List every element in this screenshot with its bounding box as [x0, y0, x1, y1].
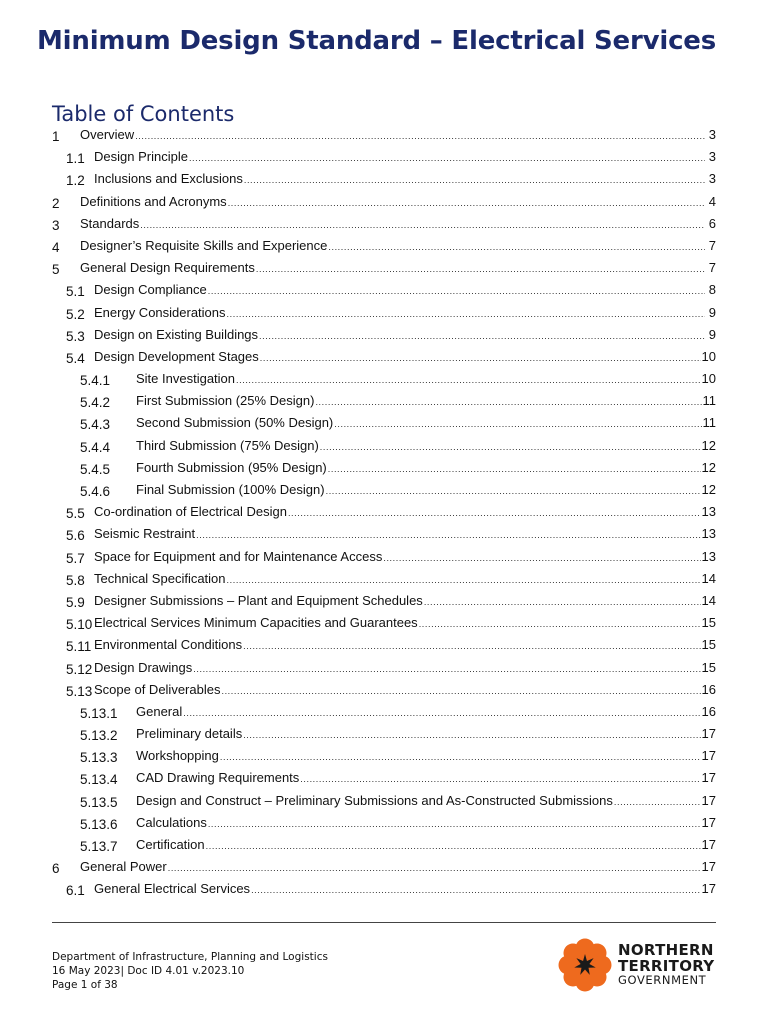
- toc-dot-leader: [300, 768, 700, 790]
- toc-dot-leader: [208, 813, 701, 835]
- toc-dot-leader: [326, 480, 701, 502]
- toc-entry-page: 17: [701, 748, 716, 764]
- toc-entry-page: 15: [701, 615, 716, 631]
- toc-entry-page: 17: [701, 726, 716, 742]
- toc-entry-page: 8: [708, 282, 716, 298]
- toc-entry-title[interactable]: Environmental Conditions: [94, 637, 243, 653]
- toc-entry-page: 15: [701, 637, 716, 653]
- toc-entry[interactable]: [52, 856, 716, 878]
- toc-entry-number: 5: [52, 262, 60, 278]
- toc-entry-title[interactable]: Preliminary details: [136, 726, 243, 742]
- toc-entry[interactable]: [52, 501, 716, 523]
- toc-entry-number: 5.13: [66, 683, 93, 699]
- toc-entry[interactable]: [52, 324, 716, 346]
- toc-entry[interactable]: [52, 479, 716, 501]
- toc-dot-leader: [208, 280, 705, 302]
- toc-entry[interactable]: [52, 390, 716, 412]
- toc-entry-number: 6.1: [66, 883, 85, 899]
- toc-entry[interactable]: [52, 878, 716, 900]
- toc-entry-title[interactable]: Designer’s Requisite Skills and Experience: [80, 237, 328, 253]
- toc-dot-leader: [168, 857, 701, 879]
- toc-dot-leader: [315, 391, 701, 413]
- toc-entry-page: 12: [701, 459, 716, 475]
- toc-entry-page: 6: [708, 215, 716, 231]
- toc-entry-page: 13: [701, 504, 716, 520]
- toc-entry-number: 5.4.1: [80, 373, 111, 389]
- toc-entry-number: 5.7: [66, 550, 85, 566]
- toc-entry-page: 17: [701, 837, 716, 852]
- toc-entry[interactable]: [52, 124, 716, 146]
- logo-text-government: GOVERNMENT: [618, 973, 707, 987]
- toc-dot-leader: [183, 702, 700, 724]
- toc-entry-number: 5.4.5: [80, 461, 111, 477]
- toc-entry-number: 5.13.1: [80, 705, 118, 721]
- toc-entry[interactable]: [52, 368, 716, 390]
- toc-entry-page: 3: [708, 149, 716, 165]
- toc-entry-number: 5.4.6: [80, 484, 111, 499]
- toc-dot-leader: [243, 635, 700, 657]
- toc-dot-leader: [328, 236, 705, 258]
- toc-entry-title[interactable]: General Power: [80, 859, 167, 875]
- toc-entry[interactable]: [52, 346, 716, 368]
- logo-text-northern: NORTHERN: [618, 941, 714, 959]
- toc-entry-number: 5.2: [66, 306, 85, 322]
- toc-entry-number: 5.10: [66, 617, 93, 633]
- toc-entry-title[interactable]: Workshopping: [136, 748, 219, 764]
- toc-entry-number: 1.1: [66, 151, 85, 167]
- toc-entry-title[interactable]: Third Submission (75% Design): [136, 437, 319, 453]
- toc-dot-leader: [243, 724, 700, 746]
- toc-dot-leader: [236, 369, 701, 391]
- toc-entry-page: 7: [708, 237, 716, 253]
- toc-entry-page: 16: [701, 703, 716, 719]
- toc-entry-page: 3: [708, 127, 716, 142]
- toc-entry-number: 5.8: [66, 572, 85, 588]
- table-of-contents: [52, 124, 716, 901]
- toc-entry-page: 3: [708, 171, 716, 187]
- toc-dot-leader: [259, 325, 705, 347]
- toc-entry-title[interactable]: Overview: [80, 127, 135, 142]
- toc-dot-leader: [244, 169, 705, 191]
- toc-dot-leader: [320, 436, 701, 458]
- toc-entry[interactable]: [52, 412, 716, 434]
- toc-entry-number: 5.6: [66, 528, 85, 544]
- toc-entry[interactable]: [52, 257, 716, 279]
- toc-entry-page: 9: [708, 304, 716, 320]
- toc-entry[interactable]: [52, 523, 716, 545]
- document-title: Minimum Design Standard – Electrical Services: [37, 26, 716, 56]
- toc-entry[interactable]: [52, 168, 716, 190]
- toc-entry-page: 14: [701, 570, 716, 586]
- toc-dot-leader: [196, 524, 700, 546]
- toc-entry-number: 5.4: [66, 350, 85, 366]
- toc-dot-leader: [383, 547, 700, 569]
- toc-dot-leader: [424, 591, 701, 613]
- toc-entry-title[interactable]: Design Principle: [94, 149, 188, 165]
- footer-department: Department of Infrastructure, Planning and Logistics: [52, 951, 328, 963]
- toc-dot-leader: [227, 303, 705, 325]
- toc-entry-number: 5.13.5: [80, 794, 118, 810]
- toc-entry[interactable]: [52, 590, 716, 612]
- toc-entry-number: 5.12: [66, 661, 93, 677]
- page-footer: [52, 950, 328, 992]
- toc-entry-title[interactable]: Definitions and Acronyms: [80, 193, 227, 209]
- toc-entry-title[interactable]: Design on Existing Buildings: [94, 326, 259, 342]
- toc-entry-title[interactable]: Designer Submissions – Plant and Equipment Schedules: [94, 592, 423, 608]
- toc-entry-number: 5.4.2: [80, 395, 111, 411]
- toc-entry[interactable]: [52, 723, 716, 745]
- toc-entry[interactable]: [52, 146, 716, 168]
- toc-entry-page: 17: [701, 859, 716, 875]
- toc-heading: Table of Contents: [52, 102, 235, 126]
- toc-dot-leader: [334, 413, 701, 435]
- toc-entry-number: 5.13.7: [80, 839, 118, 854]
- toc-entry-page: 17: [701, 814, 716, 830]
- toc-dot-leader: [135, 125, 705, 147]
- toc-entry[interactable]: [52, 546, 716, 568]
- toc-entry[interactable]: [52, 568, 716, 590]
- toc-dot-leader: [193, 658, 700, 680]
- toc-entry-page: 13: [701, 548, 716, 564]
- toc-dot-leader: [614, 791, 701, 813]
- toc-entry-number: 5.4.4: [80, 439, 111, 455]
- toc-entry-page: 17: [701, 770, 716, 786]
- toc-entry-title[interactable]: Certification: [136, 837, 205, 852]
- toc-entry[interactable]: [52, 457, 716, 479]
- toc-entry-title[interactable]: Calculations: [136, 814, 207, 830]
- toc-entry[interactable]: [52, 302, 716, 324]
- toc-dot-leader: [256, 258, 705, 280]
- toc-entry-page: 11: [702, 393, 716, 409]
- toc-entry-page: 17: [701, 792, 716, 808]
- toc-entry[interactable]: [52, 790, 716, 812]
- toc-entry-title[interactable]: Standards: [80, 215, 140, 231]
- toc-dot-leader: [228, 192, 705, 214]
- toc-entry-title[interactable]: General Electrical Services: [94, 881, 251, 897]
- toc-entry-title[interactable]: Energy Considerations: [94, 304, 226, 320]
- footer-page-number: Page 1 of 38: [52, 979, 118, 991]
- toc-dot-leader: [260, 347, 701, 369]
- toc-entry[interactable]: [52, 279, 716, 301]
- footer-date-doc-id: 16 May 2023| Doc ID 4.01 v.2023.10: [52, 965, 245, 977]
- toc-entry-page: 12: [701, 482, 716, 497]
- logo-text-territory: TERRITORY: [618, 957, 715, 975]
- toc-entry-title[interactable]: Space for Equipment and for Maintenance Access: [94, 548, 383, 564]
- toc-entry-title[interactable]: Final Submission (100% Design): [136, 482, 325, 497]
- toc-entry-title[interactable]: Design and Construct – Preliminary Submissions and As-Constructed Submissions: [136, 792, 613, 808]
- toc-entry[interactable]: [52, 191, 716, 213]
- toc-entry-page: 14: [701, 592, 716, 608]
- toc-entry-page: 10: [701, 371, 716, 387]
- toc-entry[interactable]: [52, 235, 716, 257]
- toc-entry-number: 5.13.6: [80, 816, 118, 832]
- toc-entry-page: 12: [701, 437, 716, 453]
- toc-entry-number: 1: [52, 129, 60, 144]
- toc-entry-number: 1.2: [66, 173, 85, 189]
- toc-entry[interactable]: [52, 213, 716, 235]
- toc-entry-number: 6: [52, 861, 60, 877]
- toc-entry-title[interactable]: Design Compliance: [94, 282, 207, 298]
- toc-entry-number: 5.1: [66, 284, 85, 300]
- toc-entry-title[interactable]: Electrical Services Minimum Capacities and Guarantees: [94, 615, 418, 631]
- toc-entry-page: 15: [701, 659, 716, 675]
- toc-entry-title[interactable]: Co-ordination of Electrical Design: [94, 504, 287, 520]
- toc-entry-number: 5.9: [66, 594, 85, 610]
- toc-entry[interactable]: [52, 834, 716, 856]
- toc-dot-leader: [220, 746, 701, 768]
- toc-entry-page: 17: [701, 881, 716, 897]
- toc-entry[interactable]: [52, 435, 716, 457]
- toc-entry[interactable]: [52, 679, 716, 701]
- toc-entry-title[interactable]: Technical Specification: [94, 570, 226, 586]
- toc-entry-page: 4: [708, 193, 716, 209]
- toc-dot-leader: [140, 214, 705, 236]
- toc-dot-leader: [419, 613, 701, 635]
- toc-entry-title[interactable]: General: [136, 703, 183, 719]
- toc-entry[interactable]: [52, 767, 716, 789]
- toc-dot-leader: [288, 502, 701, 524]
- footer-divider: [52, 922, 716, 923]
- toc-entry[interactable]: [52, 612, 716, 634]
- toc-entry-page: 11: [702, 415, 716, 431]
- toc-entry-page: 7: [708, 260, 716, 276]
- toc-entry[interactable]: [52, 745, 716, 767]
- toc-dot-leader: [189, 147, 705, 169]
- toc-entry-number: 5.3: [66, 328, 85, 344]
- toc-dot-leader: [227, 569, 701, 591]
- toc-entry-number: 2: [52, 195, 60, 211]
- toc-entry-title[interactable]: Second Submission (50% Design): [136, 415, 334, 431]
- toc-entry-number: 4: [52, 239, 60, 255]
- toc-entry-page: 16: [701, 681, 716, 697]
- desert-rose-icon: [556, 936, 614, 994]
- toc-entry-number: 3: [52, 217, 60, 233]
- toc-entry-title[interactable]: Design Development Stages: [94, 348, 259, 364]
- toc-entry[interactable]: [52, 812, 716, 834]
- toc-entry-page: 10: [701, 348, 716, 364]
- toc-entry-title[interactable]: Inclusions and Exclusions: [94, 171, 243, 187]
- toc-entry-title[interactable]: Seismic Restraint: [94, 526, 196, 542]
- toc-entry-title[interactable]: Design Drawings: [94, 659, 193, 675]
- toc-entry[interactable]: [52, 634, 716, 656]
- toc-entry-title[interactable]: General Design Requirements: [80, 260, 255, 276]
- toc-entry[interactable]: [52, 701, 716, 723]
- nt-government-logo: [556, 936, 720, 994]
- toc-entry-page: 9: [708, 326, 716, 342]
- toc-entry-title[interactable]: Site Investigation: [136, 371, 236, 387]
- toc-dot-leader: [328, 458, 701, 480]
- toc-entry-title[interactable]: Scope of Deliverables: [94, 681, 221, 697]
- toc-entry-number: 5.4.3: [80, 417, 111, 433]
- toc-entry-number: 5.5: [66, 506, 85, 522]
- toc-entry-number: 5.13.4: [80, 772, 118, 788]
- toc-entry-number: 5.13.3: [80, 750, 118, 766]
- toc-dot-leader: [221, 680, 700, 702]
- toc-entry-title[interactable]: CAD Drawing Requirements: [136, 770, 300, 786]
- toc-dot-leader: [251, 879, 700, 901]
- toc-dot-leader: [206, 835, 701, 857]
- toc-entry[interactable]: [52, 657, 716, 679]
- toc-entry-title[interactable]: First Submission (25% Design): [136, 393, 315, 409]
- toc-entry-title[interactable]: Fourth Submission (95% Design): [136, 459, 327, 475]
- toc-entry-page: 13: [701, 526, 716, 542]
- toc-entry-number: 5.13.2: [80, 728, 118, 744]
- toc-entry-number: 5.11: [66, 639, 92, 655]
